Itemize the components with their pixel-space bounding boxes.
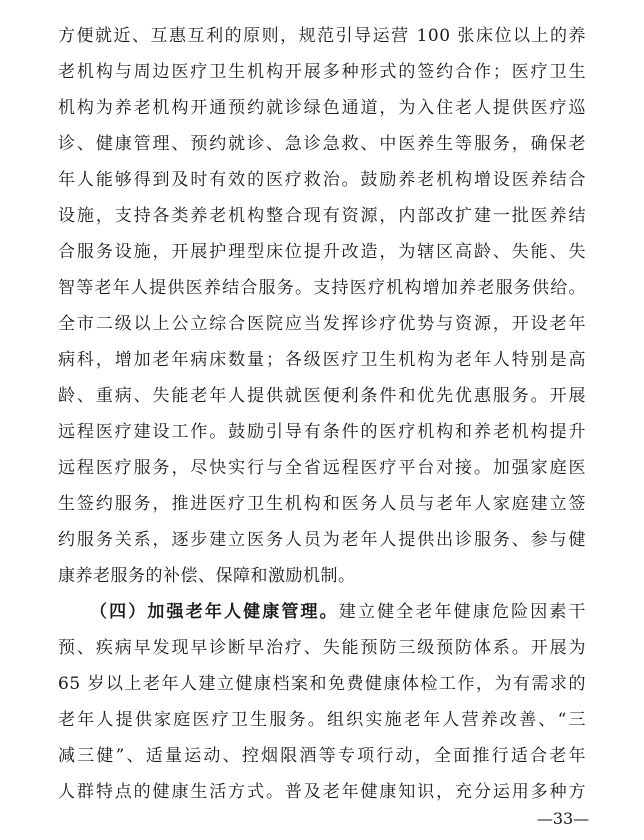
text-line: 智等老年人提供医养结合服务。支持医疗机构增加养老服务供给。 <box>58 278 586 298</box>
text-line: 减三健”、适量运动、控烟限酒等专项行动，全面推行适合老年 <box>58 746 586 766</box>
text-line: 龄、重病、失能老年人提供就医便利条件和优先优惠服务。开展 <box>58 386 586 406</box>
text-line: 远程医疗建设工作。鼓励引导有条件的医疗机构和养老机构提升 <box>58 422 586 442</box>
section-heading-continuation: 建立健全老年健康危险因素干 <box>338 602 587 622</box>
text-line: 生签约服务，推进医疗卫生机构和医务人员与老年人家庭建立签 <box>58 494 586 514</box>
text-line: 65 岁以上老年人建立健康档案和免费健康体检工作，为有需求的 <box>58 674 586 694</box>
text-line: 合服务设施，开展护理型床位提升改造，为辖区高龄、失能、失 <box>58 242 586 262</box>
text-line: 预、疾病早发现早诊断早治疗、失能预防三级预防体系。开展为 <box>58 638 586 658</box>
text-line: 人群特点的健康生活方式。普及老年健康知识，充分运用多种方 <box>58 782 586 802</box>
text-line: 病科，增加老年病床数量；各级医疗卫生机构为老年人特别是高 <box>58 350 586 370</box>
text-line: 康养老服务的补偿、保障和激励机制。 <box>58 566 356 586</box>
text-line: 年人能够得到及时有效的医疗救治。鼓励养老机构增设医养结合 <box>58 170 586 190</box>
section-heading: （四）加强老年人健康管理。 <box>90 602 339 622</box>
text-line: 诊、健康管理、预约就诊、急诊急救、中医养生等服务，确保老 <box>58 134 586 154</box>
text-line: 老年人提供家庭医疗卫生服务。组织实施老年人营养改善、“三 <box>58 710 586 730</box>
text-line: 老机构与周边医疗卫生机构开展多种形式的签约合作；医疗卫生 <box>58 62 586 82</box>
text-line: 机构为养老机构开通预约就诊绿色通道，为入住老人提供医疗巡 <box>58 98 586 118</box>
text-line: 约服务关系，逐步建立医务人员为老年人提供出诊服务、参与健 <box>58 530 586 550</box>
text-line: 远程医疗服务，尽快实行与全省远程医疗平台对接。加强家庭医 <box>58 458 586 478</box>
text-line: 设施，支持各类养老机构整合现有资源，内部改扩建一批医养结 <box>58 206 586 226</box>
page-number: —33— <box>536 809 590 828</box>
text-line: 全市二级以上公立综合医院应当发挥诊疗优势与资源，开设老年 <box>58 314 586 334</box>
section-heading-line <box>90 597 586 627</box>
text-line: 方便就近、互惠互利的原则，规范引导运营 100 张床位以上的养 <box>58 26 586 46</box>
